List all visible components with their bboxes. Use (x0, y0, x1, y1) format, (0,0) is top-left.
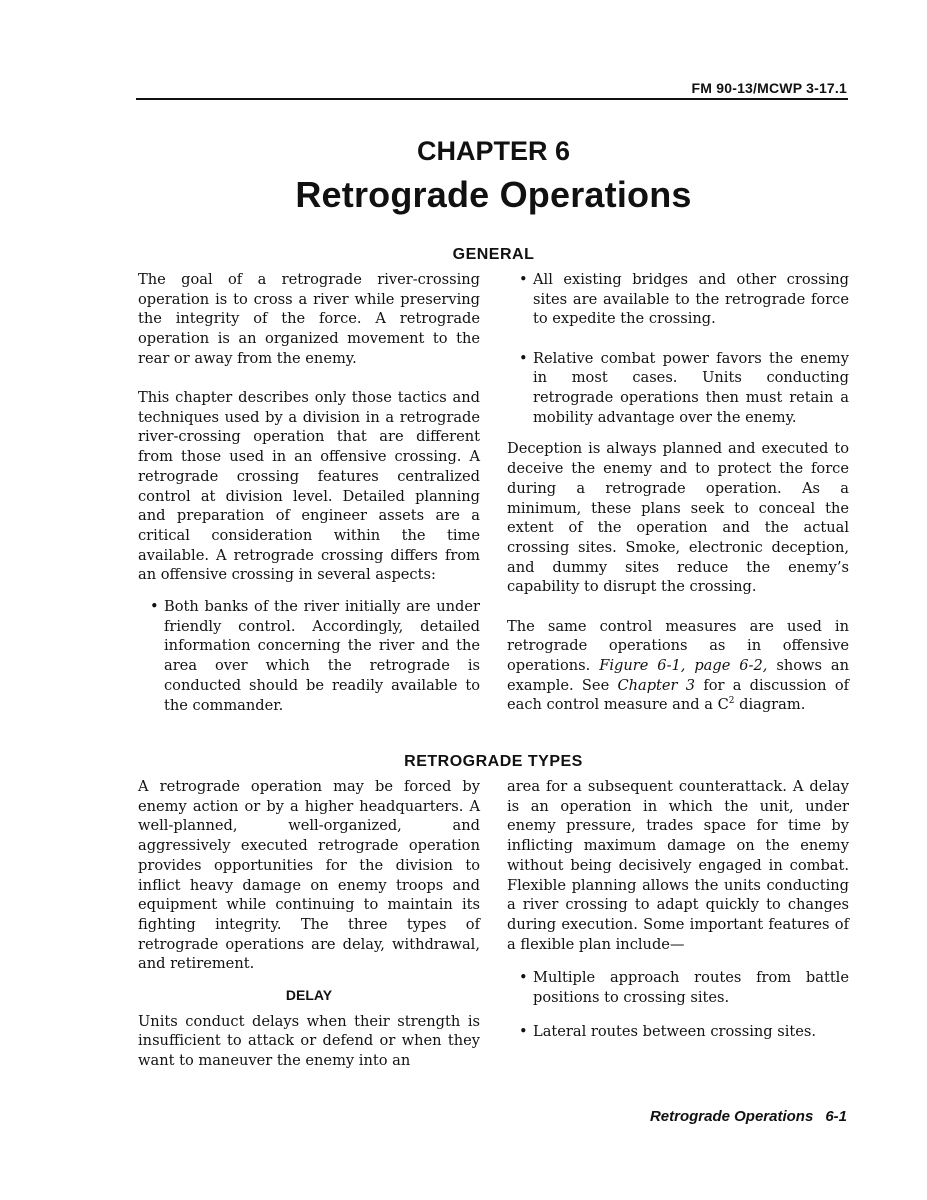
types-right-column (507, 777, 849, 1041)
bullet-icon: • (519, 271, 528, 288)
list-item (507, 270, 849, 329)
bullet-icon: • (150, 598, 159, 616)
general-bullet-list-right (507, 270, 849, 427)
header-rule (136, 98, 848, 100)
general-paragraph-4: The same control measures are used in retrograde operations as in offensive operations. Figure 6-1, page 6-2, shows an example. See Chapter 3 for a discussion of each control measure and a $C^2$ diagram. (507, 617, 850, 714)
section-heading-general: GENERAL (452, 246, 535, 263)
section-heading-retrograde-types: RETROGRADE TYPES (404, 753, 583, 770)
bullet-icon: • (519, 349, 528, 367)
page-number: 6-1 (825, 1108, 847, 1125)
bullet-text: Relative combat power favors the enemy in most cases. Units conducting retrograde operations then must retain a mobility advantage over the enemy. (533, 349, 849, 426)
list-item (507, 968, 849, 1007)
chapter-label: CHAPTER 6 (416, 136, 571, 166)
footer-title: Retrograde Operations (649, 1108, 814, 1125)
general-right-column (507, 270, 849, 715)
delay-paragraph-continued: area for a subsequent counterattack. A delay is an operation in which the unit, under enemy pressure, trades space for time by inflicting maximum damage on the enemy without being decisively engaged in combat. Flexible planning allows the units conducting a river crossing to adapt quickly to changes during execution. Some important features of a flexible plan include— (507, 778, 849, 953)
subheading-delay: DELAY (285, 987, 333, 1004)
types-paragraph-1: A retrograde operation may be forced by enemy action or by a higher headquarters. A well-planned, well-organized, and aggressively executed retrograde operation provides opportunities for the division to inflict heavy damage on enemy troops and equipment while continuing to maintain its fighting integrity. The three types of retrograde operations are delay, withdrawal, and retirement. (138, 778, 480, 973)
chapter-reference: Chapter 3 (617, 676, 696, 694)
figure-reference: Figure 6-1, page 6-2, (599, 656, 768, 674)
general-paragraph-3: Deception is always planned and executed to deceive the enemy and to protect the force during a retrograde operation. As a minimum, these plans seek to conceal the extent of the operation and the actual crossing sites. Smoke, electronic deception, and dummy sites reduce the enemy’s capability to disrupt the crossing. (507, 440, 849, 596)
general-left-column (138, 270, 480, 715)
bullet-text: Lateral routes between crossing sites. (533, 1022, 817, 1040)
bullet-icon: • (519, 1022, 528, 1040)
list-item (138, 597, 480, 715)
list-item (507, 1022, 849, 1042)
bullet-text: All existing bridges and other crossing sites are available to the retrograde force to expedite the crossing. (533, 271, 849, 328)
general-bullet-list-left (138, 597, 480, 715)
general-paragraph-1: The goal of a retrograde river-crossing operation is to cross a river while preserving the integrity of the force. A retrograde operation is an organized movement to the rear or away from the enemy. (138, 271, 480, 367)
delay-paragraph-start: Units conduct delays when their strength is insufficient to attack or defend or when they want to maneuver the enemy into an (138, 1012, 480, 1070)
delay-bullet-list (507, 968, 849, 1041)
general-paragraph-2: This chapter describes only those tactics and techniques used by a division in a retrograde river-crossing operation that are different from those used in an offensive crossing. A retrograde crossing features centralized control at division level. Detailed planning and preparation of engineer assets are a critical consideration within the time available. A retrograde crossing differs from an offensive crossing in several aspects: (138, 389, 480, 584)
running-header: FM 90-13/MCWP 3-17.1 (691, 80, 847, 96)
types-left-column (138, 777, 480, 1071)
chapter-title: Retrograde Operations (295, 174, 692, 215)
bullet-icon: • (519, 969, 528, 987)
bullet-text: Multiple approach routes from battle positions to crossing sites. (533, 969, 849, 1007)
list-item (507, 349, 849, 428)
running-footer (650, 1108, 847, 1125)
bullet-text: Both banks of the river initially are under friendly control. Accordingly, detailed information concerning the river and the area over which the retrograde is conducted should be readily available to the commander. (164, 598, 480, 714)
